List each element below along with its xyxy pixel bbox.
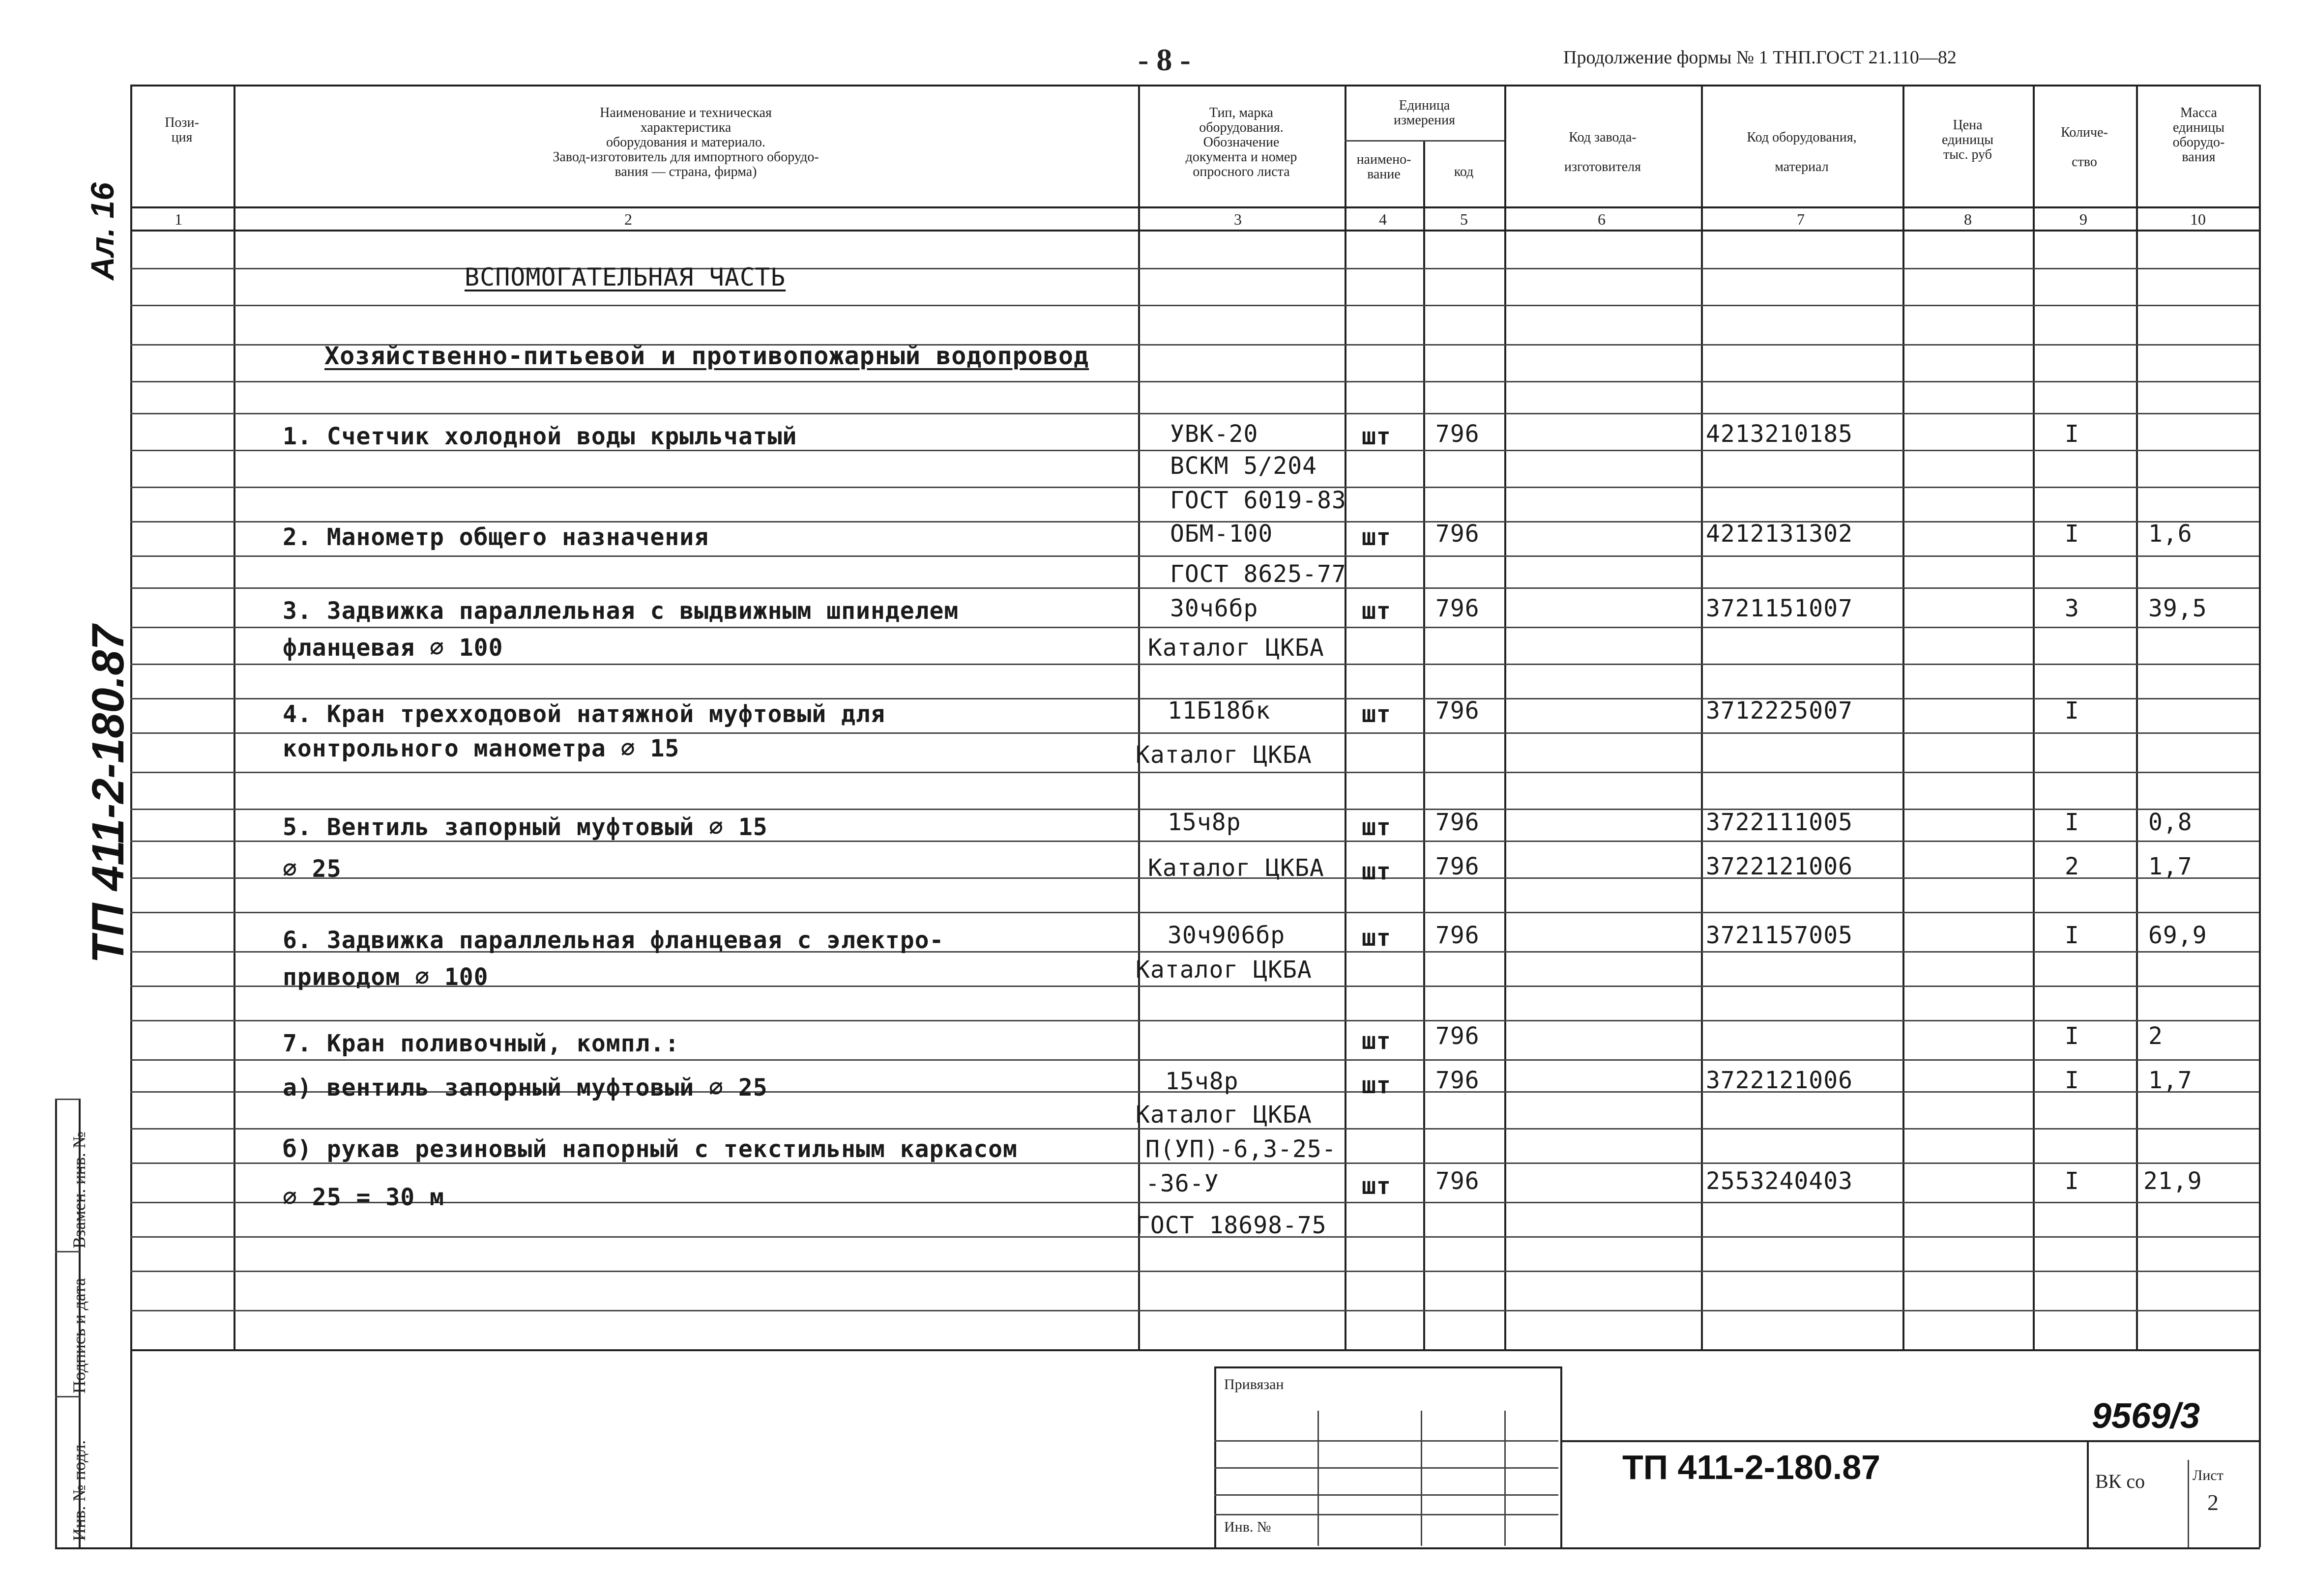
row-line: [130, 912, 2259, 913]
row-6-unit: шт: [1362, 924, 1391, 952]
table-top-border: [130, 85, 2259, 87]
row-7a-qty: I: [2065, 1067, 2079, 1094]
row-5-mass: 0,8: [2148, 809, 2193, 836]
col-sep-1: [234, 85, 235, 1349]
row-7a-name: а) вентиль запорный муфтовый ∅ 25: [283, 1074, 768, 1102]
col-sep-4: [1423, 140, 1425, 1349]
row-1c-type: ГОСТ 6019-83: [1170, 487, 1346, 514]
stamp-inv-label: Инв. №: [1224, 1519, 1271, 1535]
col-sep-9: [2136, 85, 2138, 1349]
doc-code: ТП 411-2-180.87: [1622, 1448, 1881, 1486]
row-5-name: 5. Вентиль запорный муфтовый ∅ 15: [283, 813, 768, 841]
row-5-code: 796: [1435, 809, 1480, 836]
row-2b-type: ГОСТ 8625-77: [1170, 560, 1346, 588]
inv-podl-label: Инв. № подл.: [69, 1440, 89, 1541]
header-edinitsa: Единица измерения: [1393, 98, 1456, 128]
row-7a-code: 796: [1435, 1067, 1480, 1094]
col-sep-8: [2033, 85, 2035, 1349]
row-4-qty: I: [2065, 697, 2079, 725]
row-line: [130, 381, 2259, 382]
header-unit-code: код: [1454, 164, 1474, 179]
row-7a2-type: Каталог ЦКБА: [1136, 1101, 1312, 1129]
header-naimenovanie: Наименование и техническая характеристика оборудования и материало. Завод-изготовитель для импортного оборудо- вания — страна, фирма): [553, 105, 819, 179]
col-num-8: 8: [1964, 210, 1972, 228]
row-7a-unit: шт: [1362, 1072, 1391, 1099]
row-3-name: 3. Задвижка параллельная с выдвижным шпинделем: [283, 597, 959, 625]
unit-group-line: [1345, 140, 1504, 142]
header-unit-name: наимено- вание: [1356, 152, 1411, 182]
row-7b2-code: 796: [1435, 1167, 1480, 1195]
row-1-unit: шт: [1362, 423, 1391, 450]
row-line: [130, 732, 2259, 734]
col-num-3: 3: [1234, 210, 1242, 228]
vk-label: ВК со: [2095, 1470, 2145, 1492]
titleblock-sep: [2087, 1440, 2089, 1547]
row-7-qty: I: [2065, 1022, 2079, 1050]
side-strip-line: [55, 1099, 80, 1100]
row-7b2-qty: I: [2065, 1167, 2079, 1195]
row-7a-mass: 1,7: [2148, 1067, 2193, 1094]
header-bottom-line: [130, 206, 2259, 208]
col-num-7: 7: [1797, 210, 1805, 228]
col-sep-5: [1504, 85, 1506, 1349]
row-line: [130, 413, 2259, 414]
side-strip-right: [79, 1099, 81, 1548]
row-line: [130, 627, 2259, 628]
table-right-border: [2259, 85, 2261, 1547]
page-number: - 8 -: [1138, 42, 1191, 77]
col-num-4: 4: [1379, 210, 1387, 228]
privyazan-row: [1214, 1440, 1558, 1442]
row-line: [130, 1310, 2259, 1311]
row-6-type: 30ч906бр: [1168, 922, 1286, 949]
row-2-equip: 4212131302: [1706, 520, 1853, 548]
row-7a-type: 15ч8р: [1165, 1068, 1239, 1095]
header-kod-zavoda: Код завода- изготовителя: [1564, 130, 1641, 174]
privyazan-col: [1317, 1411, 1319, 1546]
row-3b-type: Каталог ЦКБА: [1148, 634, 1324, 662]
table-bottom-border: [130, 1349, 2259, 1351]
row-line: [130, 772, 2259, 773]
row-7-name: 7. Кран поливочный, компл.:: [283, 1030, 680, 1057]
row-5b-qty: 2: [2065, 853, 2079, 880]
titleblock-sep2: [2188, 1460, 2189, 1547]
project-code-side: ТП 411-2-180.87: [83, 625, 133, 963]
row-7-code: 796: [1435, 1022, 1480, 1050]
row-line: [130, 664, 2259, 665]
row-1-qty: I: [2065, 420, 2079, 448]
row-line: [130, 1059, 2259, 1061]
row-4b-name: контрольного манометра ∅ 15: [283, 735, 680, 762]
row-2-mass: 1,6: [2148, 520, 2193, 548]
privyazan-col: [1504, 1411, 1506, 1546]
row-line: [130, 1020, 2259, 1021]
row-1-type: УВК-20: [1170, 420, 1258, 448]
row-5-qty: I: [2065, 809, 2079, 836]
privyazan-row: [1214, 1494, 1558, 1496]
row-2-type: ОБМ-100: [1170, 520, 1273, 548]
podpis-data-label: Подпись и дата: [69, 1278, 89, 1393]
row-2-name: 2. Манометр общего назначения: [283, 523, 709, 551]
subsection-title: Хозяйственно-питьевой и противопожарный водопровод: [324, 342, 1089, 370]
row-3b-name: фланцевая ∅ 100: [283, 634, 503, 662]
row-line: [130, 305, 2259, 306]
col-sep-6: [1701, 85, 1703, 1349]
row-7a-equip: 3722121006: [1706, 1067, 1853, 1094]
row-7-unit: шт: [1362, 1027, 1391, 1055]
row-1b-type: ВСКМ 5/204: [1170, 452, 1317, 480]
side-strip-line: [55, 1251, 80, 1252]
row-6b-type: Каталог ЦКБА: [1136, 956, 1312, 984]
header-number-line: [130, 230, 2259, 232]
row-line: [130, 1271, 2259, 1272]
row-3-qty: 3: [2065, 595, 2079, 622]
list-value: 2: [2207, 1490, 2219, 1515]
row-4-name: 4. Кран трехходовой натяжной муфтовый для: [283, 700, 885, 728]
row-5-equip: 3722111005: [1706, 809, 1853, 836]
privyazan-col: [1421, 1411, 1422, 1546]
row-5b-code: 796: [1435, 853, 1480, 880]
row-2-code: 796: [1435, 520, 1480, 548]
row-4-equip: 3712225007: [1706, 697, 1853, 725]
row-4-code: 796: [1435, 697, 1480, 725]
row-4b-type: Каталог ЦКБА: [1136, 741, 1312, 769]
col-sep-7: [1902, 85, 1904, 1349]
row-7b2-mass: 21,9: [2143, 1167, 2202, 1195]
row-5-unit: шт: [1362, 813, 1391, 841]
row-3-equip: 3721151007: [1706, 595, 1853, 622]
header-tsena: Цена единицы тыс. руб: [1941, 117, 1994, 162]
row-7b-name: б) рукав резиновый напорный с текстильным каркасом: [283, 1135, 1018, 1163]
row-6b-name: приводом ∅ 100: [283, 963, 489, 991]
section-title: ВСПОМОГАТЕЛЬНАЯ ЧАСТЬ: [465, 263, 786, 291]
sheet-bottom-border: [55, 1547, 2260, 1549]
row-line: [130, 555, 2259, 557]
row-6-code: 796: [1435, 922, 1480, 949]
sheet-inventory-number: 9569/3: [2092, 1396, 2200, 1436]
row-7b3-type: ГОСТ 18698-75: [1136, 1212, 1327, 1239]
col-sep-2: [1138, 85, 1140, 1349]
row-1-equip: 4213210185: [1706, 420, 1853, 448]
col-num-1: 1: [175, 210, 182, 228]
inv-zamen-label: Взамен. инв. №: [69, 1131, 89, 1248]
row-6-mass: 69,9: [2148, 922, 2207, 949]
side-strip-line: [55, 1396, 80, 1397]
col-num-2: 2: [624, 210, 632, 228]
col-sep-3: [1345, 85, 1346, 1349]
row-7b2-equip: 2553240403: [1706, 1167, 1853, 1195]
row-6-name: 6. Задвижка параллельная фланцевая с электро-: [283, 927, 944, 954]
row-5b-name: ∅ 25: [283, 855, 342, 883]
sheet-stamp: Ал. 16: [84, 182, 120, 280]
privyazan-label: Привязан: [1224, 1376, 1284, 1393]
row-6-qty: I: [2065, 922, 2079, 949]
header-tip-marka: Тип, марка оборудования. Обозначение документа и номер опросного листа: [1185, 105, 1297, 179]
row-7b2-name: ∅ 25 = 30 м: [283, 1184, 444, 1211]
row-7b2-type: -36-У: [1145, 1170, 1219, 1197]
header-kolichestvo: Количе- ство: [2061, 125, 2108, 170]
side-strip-left: [55, 1099, 57, 1548]
row-5b-equip: 3722121006: [1706, 853, 1853, 880]
form-continuation: Продолжение формы № 1 ТНП.ГОСТ 21.110—82: [1563, 47, 1957, 68]
row-3-type: 30ч6бр: [1170, 595, 1258, 622]
row-4-type: 11Б18бк: [1168, 697, 1271, 725]
col-num-6: 6: [1598, 210, 1606, 228]
row-2-qty: I: [2065, 520, 2079, 548]
row-line: [130, 268, 2259, 269]
row-3-unit: шт: [1362, 597, 1391, 625]
list-label: Лист: [2193, 1467, 2223, 1483]
row-3-code: 796: [1435, 595, 1480, 622]
row-2-unit: шт: [1362, 523, 1391, 551]
table-left-border: [130, 85, 132, 1547]
privyazan-row: [1214, 1514, 1558, 1515]
header-kod-oborudovaniya: Код оборудования, материал: [1747, 130, 1857, 174]
col-num-10: 10: [2190, 210, 2206, 228]
row-7b2-unit: шт: [1362, 1172, 1391, 1200]
row-line: [130, 1202, 2259, 1203]
privyazan-row: [1214, 1467, 1558, 1469]
row-5b-mass: 1,7: [2148, 853, 2193, 880]
row-6-equip: 3721157005: [1706, 922, 1853, 949]
col-num-5: 5: [1460, 210, 1468, 228]
header-massa: Масса единицы оборудо- вания: [2172, 105, 2225, 165]
titleblock-top-line: [1561, 1440, 2259, 1442]
row-5b-unit: шт: [1362, 858, 1391, 885]
row-5b-type: Каталог ЦКБА: [1148, 854, 1324, 882]
row-7-mass: 2: [2148, 1022, 2163, 1050]
header-pozitsiya: Пози- ция: [165, 115, 199, 145]
row-7b-type: П(УП)-6,3-25-: [1145, 1135, 1337, 1163]
col-num-9: 9: [2079, 210, 2087, 228]
row-3-mass: 39,5: [2148, 595, 2207, 622]
row-1-code: 796: [1435, 420, 1480, 448]
row-1-name: 1. Счетчик холодной воды крыльчатый: [283, 423, 797, 450]
row-4-unit: шт: [1362, 700, 1391, 728]
row-5-type: 15ч8р: [1168, 809, 1241, 836]
